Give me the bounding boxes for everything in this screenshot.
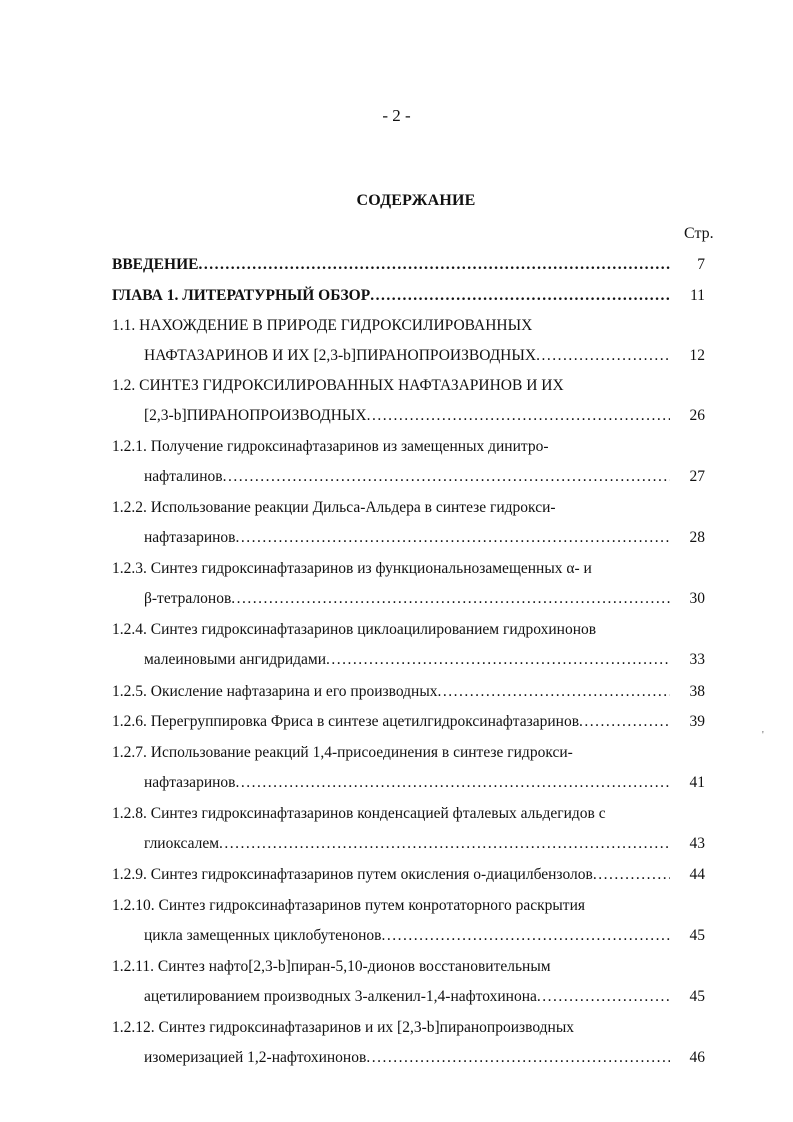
- leader-dots: [366, 1048, 670, 1068]
- toc-entry: [112, 437, 720, 487]
- toc-entry: [112, 712, 720, 732]
- toc-entry-page: 28: [689, 529, 705, 546]
- toc-entry-page: 45: [689, 988, 705, 1005]
- toc-entry-page: 43: [689, 835, 705, 852]
- toc-entry-page: 44: [689, 866, 705, 883]
- toc-entry-title-cont: ацетилированием производных 3-алкенил-1,4-нафтохинона: [144, 988, 537, 1005]
- leader-dots: [536, 346, 670, 366]
- toc-entry-page: 26: [689, 407, 705, 424]
- toc-entry-title-cont: нафтазаринов: [144, 774, 236, 791]
- toc-entry-title-cont: нафталинов: [144, 468, 223, 485]
- leader-dots: [381, 926, 670, 946]
- toc-entry-page: 46: [689, 1049, 705, 1066]
- leader-dots: [223, 467, 670, 487]
- toc-entry-title: 1.2.7. Использование реакций 1,4-присоединения в синтезе гидрокси-: [112, 744, 573, 761]
- leader-dots: [219, 834, 670, 854]
- leader-dots: [579, 712, 670, 732]
- toc-entry-title-cont: изомеризацией 1,2-нафтохинонов: [144, 1049, 367, 1066]
- toc-entry-page: 30: [689, 590, 705, 607]
- toc-entry: [112, 316, 720, 366]
- toc-entry-title: 1.2.1. Получение гидроксинафтазаринов из замещенных динитро-: [112, 438, 549, 455]
- toc-entry-title: 1.2.3. Синтез гидроксинафтазаринов из функциональнозамещенных α- и: [112, 560, 592, 577]
- toc-entry: [112, 620, 720, 670]
- page-column-label: Стр.: [684, 225, 714, 242]
- toc-entry: [112, 286, 720, 306]
- toc-entry-page: 41: [689, 774, 705, 791]
- toc-entry-page: 33: [689, 651, 705, 668]
- toc-entry-title: ГЛАВА 1. ЛИТЕРАТУРНЫЙ ОБЗОР: [112, 287, 371, 304]
- toc-entry: [112, 743, 720, 793]
- leader-dots: [231, 589, 670, 609]
- leader-dots: [370, 286, 670, 306]
- toc-entry-title-cont: глиоксалем: [144, 835, 220, 852]
- toc-entry-title: 1.1. НАХОЖДЕНИЕ В ПРИРОДЕ ГИДРОКСИЛИРОВАННЫХ: [112, 317, 533, 334]
- toc-entry-page: 27: [689, 468, 705, 485]
- toc-entry-title: 1.2.4. Синтез гидроксинафтазаринов циклоацилированием гидрохинонов: [112, 621, 597, 638]
- leader-dots: [593, 865, 670, 885]
- toc-entry: [112, 255, 720, 275]
- toc-entry-title-cont: [2,3-b]ПИРАНОПРОИЗВОДНЫХ: [144, 407, 367, 424]
- toc-entry-page: 38: [689, 683, 705, 700]
- toc-entry-page: 39: [689, 713, 705, 730]
- stray-mark: ': [762, 730, 764, 741]
- toc-entry: [112, 896, 720, 946]
- toc-entry: [112, 957, 720, 1007]
- toc-entry-title-cont: β-тетралонов: [144, 590, 232, 607]
- toc-entry: [112, 682, 720, 702]
- toc-entry-page: 7: [697, 256, 705, 273]
- leader-dots: [235, 773, 670, 793]
- toc-entry-title-cont: цикла замещенных циклобутенонов: [144, 927, 382, 944]
- toc-entry: [112, 865, 720, 885]
- toc-entry: [112, 376, 720, 426]
- toc-entry-title-cont: малеиновыми ангидридами: [144, 651, 327, 668]
- leader-dots: [537, 987, 670, 1007]
- toc-entry-title: 1.2.6. Перегруппировка Фриса в синтезе ацетилгидроксинафтазаринов: [112, 713, 580, 730]
- toc-entry-title: 1.2.12. Синтез гидроксинафтазаринов и их [2,3-b]пиранопроизводных: [112, 1019, 575, 1036]
- toc-entry-title: 1.2.5. Окисление нафтазарина и его производных: [112, 683, 438, 700]
- toc-entry-title-cont: нафтазаринов: [144, 529, 236, 546]
- toc-entry-title: 1.2. СИНТЕЗ ГИДРОКСИЛИРОВАННЫХ НАФТАЗАРИНОВ И ИХ: [112, 377, 564, 394]
- toc-entry: [112, 1018, 720, 1068]
- leader-dots: [326, 650, 670, 670]
- toc-entry-title: ВВЕДЕНИЕ: [112, 256, 199, 273]
- page-title: СОДЕРЖАНИЕ: [356, 192, 476, 209]
- toc-entry-page: 12: [689, 347, 705, 364]
- toc-entry-title: 1.2.9. Синтез гидроксинафтазаринов путем окисления о-диацилбензолов: [112, 866, 593, 883]
- toc-entry-title: 1.2.8. Синтез гидроксинафтазаринов конденсацией фталевых альдегидов с: [112, 805, 606, 822]
- toc-entry-title-cont: НАФТАЗАРИНОВ И ИХ [2,3-b]ПИРАНОПРОИЗВОДНЫХ: [144, 347, 537, 364]
- toc-entry-title: 1.2.10. Синтез гидроксинафтазаринов путем конротаторного раскрытия: [112, 897, 585, 914]
- page-number: - 2 -: [382, 106, 411, 125]
- toc-entry-page: 45: [689, 927, 705, 944]
- leader-dots: [235, 528, 670, 548]
- toc-entry: [112, 559, 720, 609]
- leader-dots: [198, 255, 670, 275]
- toc-entry-title: 1.2.2. Использование реакции Дильса-Альдера в синтезе гидрокси-: [112, 499, 556, 516]
- toc-entry-page: 11: [690, 287, 705, 304]
- leader-dots: [438, 682, 671, 702]
- leader-dots: [367, 406, 670, 426]
- toc-entry-title: 1.2.11. Синтез нафто[2,3-b]пиран-5,10-дионов восстановительным: [112, 958, 551, 975]
- toc-entry: [112, 498, 720, 548]
- toc-entry: [112, 804, 720, 854]
